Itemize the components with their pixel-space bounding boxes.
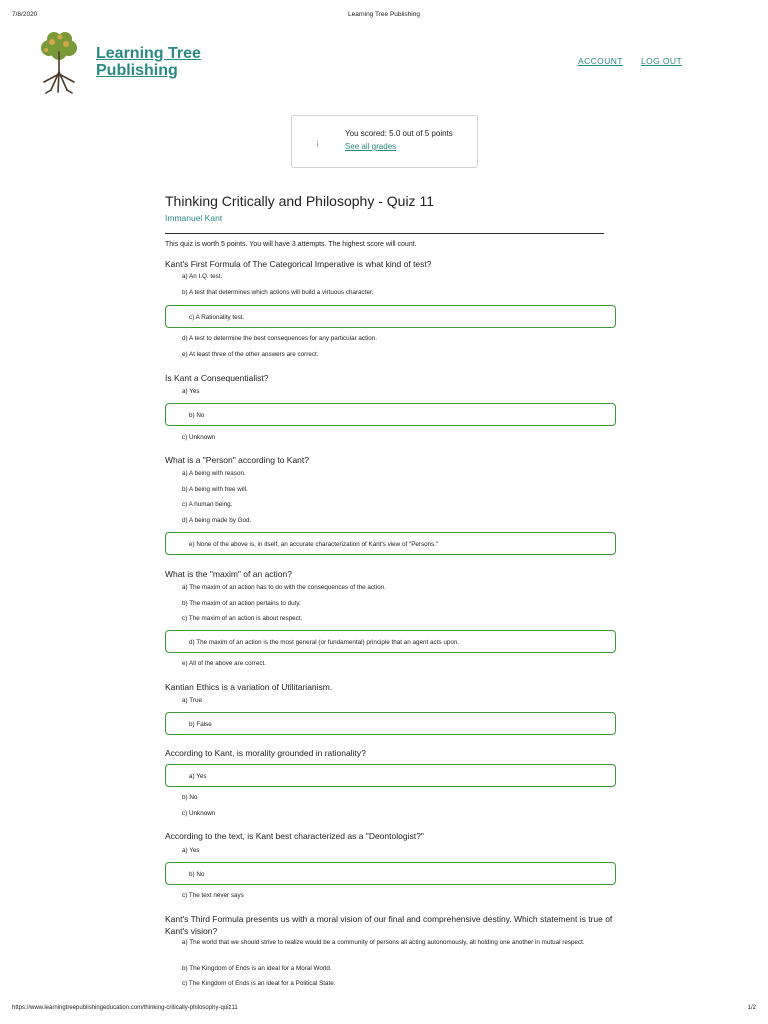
selected-answer-option[interactable]: a) Yes — [165, 764, 616, 787]
question-text: According to the text, is Kant best characterized as a "Deontologist?" — [165, 831, 424, 841]
selected-answer-option[interactable]: d) The maxim of an action is the most general (or fundamental) principle that an agent acts upon. — [165, 630, 616, 653]
question-text: What is the "maxim" of an action? — [165, 569, 292, 579]
question-text: Is Kant a Consequentialist? — [165, 373, 269, 383]
answer-option[interactable]: b) The maxim of an action pertains to duty. — [182, 600, 301, 607]
title-divider — [165, 233, 604, 234]
quiz-subtitle: Immanuel Kant — [165, 213, 223, 223]
answer-option[interactable]: a) A being with reason. — [182, 470, 246, 477]
answer-option[interactable]: e) At least three of the other answers are correct. — [182, 351, 319, 358]
page-number: 1/2 — [747, 1005, 756, 1011]
quiz-intro: This quiz is worth 5 points. You will have 3 attempts. The highest score will count. — [165, 241, 417, 248]
answer-option[interactable]: a) An I.Q. test. — [182, 273, 223, 280]
account-link[interactable]: ACCOUNT — [578, 56, 623, 66]
tree-logo-icon[interactable] — [36, 30, 82, 94]
brand-line-1[interactable]: Learning Tree — [96, 45, 201, 62]
answer-option[interactable]: c) Unknown — [182, 434, 216, 441]
answer-option[interactable]: b) The Kingdom of Ends is an ideal for a Moral World. — [182, 965, 332, 972]
selected-answer-option[interactable]: c) A Rationality test. — [165, 305, 616, 328]
print-date: 7/8/2020 — [12, 11, 38, 18]
answer-option[interactable]: b) A being with free will. — [182, 486, 248, 493]
answer-option[interactable]: d) A being made by God. — [182, 517, 252, 524]
print-url: https://www.learningtreepublishingeducation.com/thinking-critically-philosophy-quiz11 — [12, 1005, 238, 1011]
score-card — [291, 115, 478, 168]
print-footer — [12, 1005, 756, 1015]
answer-option[interactable]: a) True — [182, 697, 202, 704]
see-all-grades-link[interactable]: See all grades — [345, 142, 397, 151]
answer-option[interactable]: a) Yes — [182, 847, 200, 854]
answer-option[interactable]: b) A test that determines which actions will build a virtuous character. — [182, 289, 374, 296]
print-header — [12, 11, 756, 21]
print-title: Learning Tree Publishing — [348, 11, 420, 18]
selected-answer-option[interactable]: b) No — [165, 403, 616, 426]
info-icon: ¡ — [316, 137, 319, 147]
answer-option[interactable]: a) The world that we should strive to realize would be a community of persons all acting autonomously, all holding one another in mutual respect. — [182, 939, 585, 946]
question-text: Kant's Third Formula presents us with a moral vision of our final and comprehensive destiny. Which statement is true of Kant's vision? — [165, 914, 613, 936]
logout-link[interactable]: LOG OUT — [641, 56, 683, 66]
selected-answer-option[interactable]: b) No — [165, 862, 616, 885]
selected-answer-option[interactable]: e) None of the above is, in itself, an accurate characterization of Kant's view of "Persons." — [165, 532, 616, 555]
answer-option[interactable]: a) Yes — [182, 388, 200, 395]
answer-option[interactable]: c) A human being. — [182, 501, 233, 508]
question-text: Kantian Ethics is a variation of Utilitarianism. — [165, 682, 333, 692]
answer-option[interactable]: e) All of the above are correct. — [182, 660, 267, 667]
answer-option[interactable]: a) The maxim of an action has to do with the consequences of the action. — [182, 584, 386, 591]
answer-option[interactable]: c) The Kingdom of Ends is an ideal for a Political State. — [182, 980, 336, 987]
brand-link[interactable] — [96, 45, 201, 79]
page-title: Thinking Critically and Philosophy - Quiz 11 — [165, 193, 434, 209]
answer-option[interactable]: c) The text never says — [182, 892, 244, 899]
question-text: According to Kant, is morality grounded in rationality? — [165, 748, 366, 758]
answer-option[interactable]: d) A test to determine the best consequences for any particular action. — [182, 335, 377, 342]
question-text: What is a "Person" according to Kant? — [165, 455, 309, 465]
score-text: You scored: 5.0 out of 5 points — [345, 129, 453, 138]
selected-answer-option[interactable]: b) False — [165, 712, 616, 735]
answer-option[interactable]: c) Unknown — [182, 810, 216, 817]
answer-option[interactable]: c) The maxim of an action is about respect. — [182, 615, 303, 622]
question-text: Kant's First Formula of The Categorical Imperative is what kind of test? — [165, 259, 432, 269]
brand-line-2[interactable]: Publishing — [96, 62, 178, 79]
answer-option[interactable]: b) No — [182, 794, 198, 801]
